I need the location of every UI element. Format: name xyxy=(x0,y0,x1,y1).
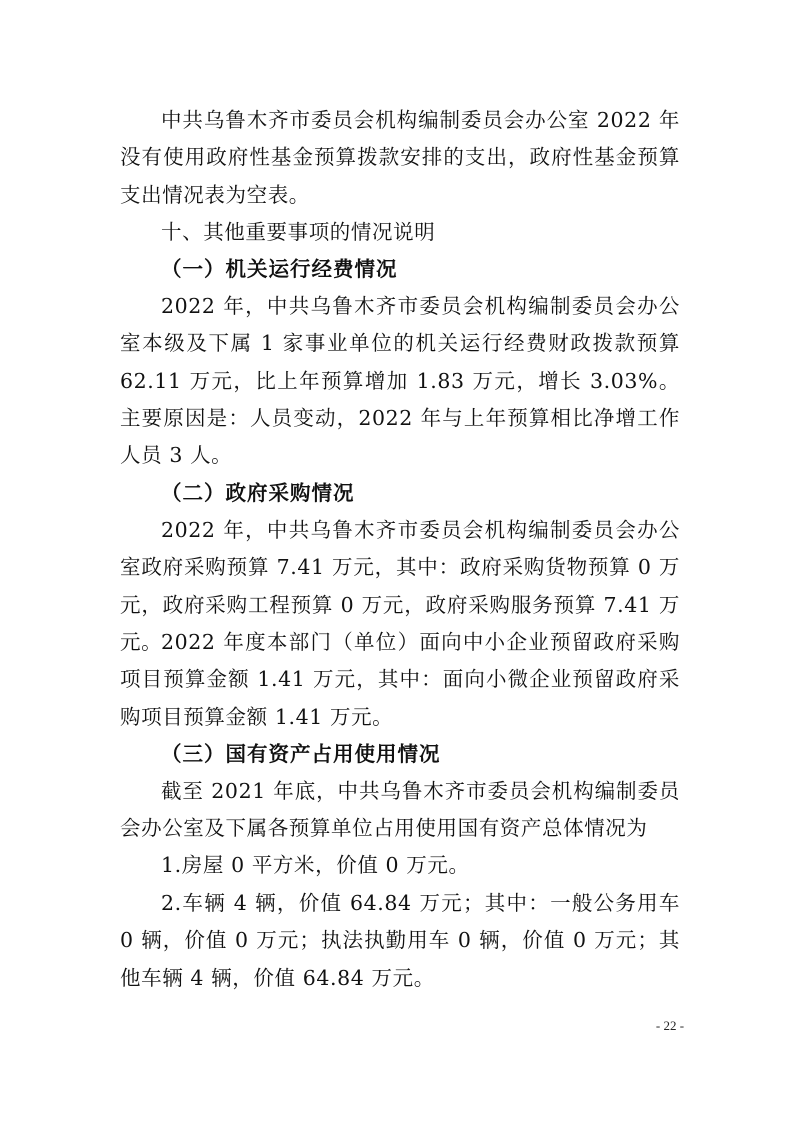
paragraph-operating-expenses: 2022 年，中共乌鲁木齐市委员会机构编制委员会办公室本级及下属 1 家事业单位的机关运行经费财政拨款预算 62.11 万元，比上年预算增加 1.83 万元，增长 3.03%。主要原因是：人员变动，2022 年与上年预算相比净增工作人员 3 人。 xyxy=(120,294,680,468)
section-heading-other-matters: 十、其他重要事项的情况说明 xyxy=(161,220,436,244)
subheading-government-procurement: （二）政府采购情况 xyxy=(161,481,355,505)
subheading-operating-expenses: （一）机关运行经费情况 xyxy=(161,257,398,281)
paragraph-procurement-budget: 2022 年，中共乌鲁木齐市委员会机构编制委员会办公室政府采购预算 7.41 万元，其中：政府采购货物预算 0 万元，政府采购工程预算 0 万元，政府采购服务预算 7.41 万元。 xyxy=(120,518,680,654)
page-number: - 22 - xyxy=(655,1018,685,1033)
paragraph-vehicles: 2.车辆 4 辆，价值 64.84 万元；其中：一般公务用车 0 辆，价值 0 万元；执法执勤用车 0 辆，价值 0 万元；其他车辆 4 辆，价值 64.84 万元。 xyxy=(120,891,680,990)
paragraph-government-fund: 中共乌鲁木齐市委员会机构编制委员会办公室 2022 年没有使用政府性基金预算拨款安排的支出，政府性基金预算支出情况表为空表。 xyxy=(120,108,680,207)
paragraph-assets-overview: 截至 2021 年底，中共乌鲁木齐市委员会机构编制委员会办公室及下属各预算单位占用使用国有资产总体情况为 xyxy=(120,779,680,841)
subheading-state-assets: （三）国有资产占用使用情况 xyxy=(161,742,441,766)
paragraph-housing: 1.房屋 0 平方米，价值 0 万元。 xyxy=(161,853,470,877)
paragraph-sme-reservation: 2022 年度本部门（单位）面向中小企业预留政府采购项目预算金额 1.41 万元，其中：面向小微企业预留政府采购项目预算金额 1.41 万元。 xyxy=(120,630,680,729)
